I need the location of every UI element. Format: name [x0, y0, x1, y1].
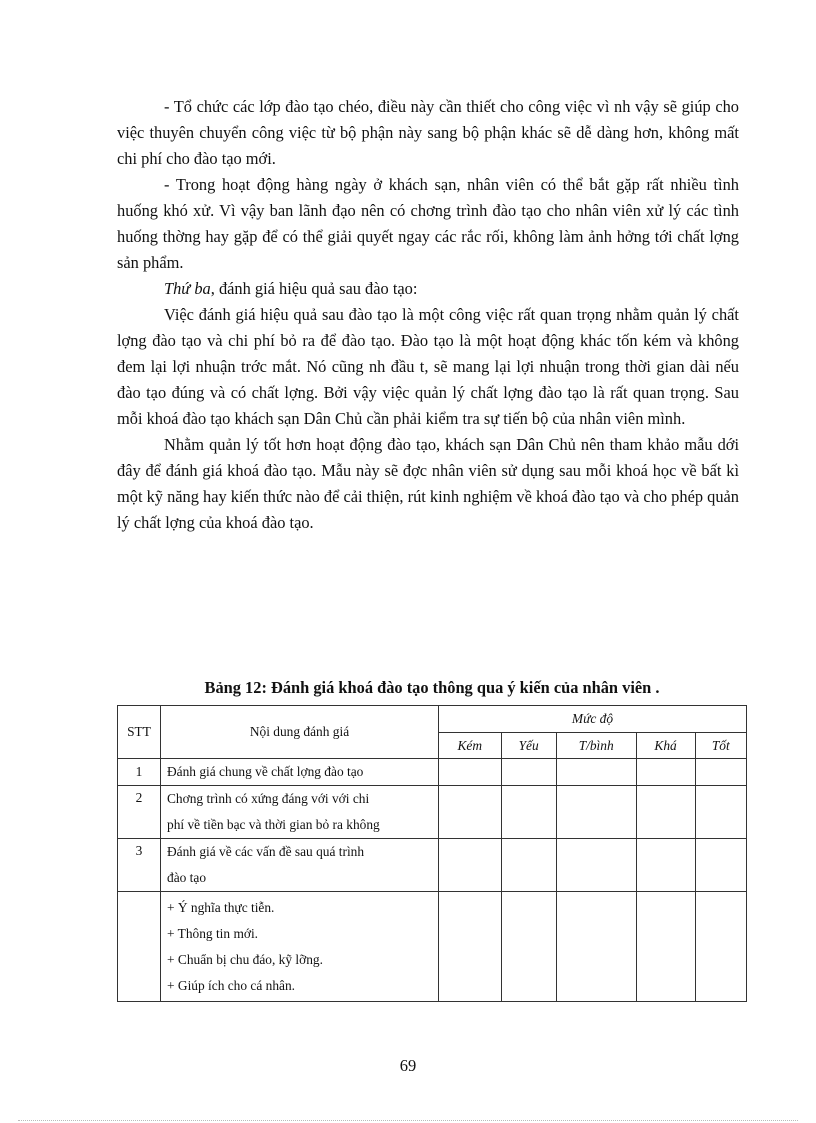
table-caption: Bảng 12: Đánh giá khoá đào tạo thông qua ý kiến của nhân viên . [204, 678, 660, 697]
rating-cell [636, 839, 695, 892]
level-tbinh: T/bình [556, 733, 636, 759]
rating-cell [636, 759, 695, 786]
row-stt [118, 892, 161, 1002]
row-stt: 1 [118, 759, 161, 786]
heading-third-rest: , đánh giá hiệu quả sau đào tạo: [210, 279, 418, 298]
page-number: 69 [399, 1056, 417, 1075]
rating-cell [695, 892, 746, 1002]
paragraph-cross-training: - Tổ chức các lớp đào tạo chéo, điều này cần thiết cho công việc vì nh vậy sẽ giúp cho việc thuyên chuyển công việc từ bộ phận này sang bộ phận khác sẽ dễ dàng hơn, không mất chi phí cho đào tạo mới. [117, 97, 739, 168]
body-text [117, 94, 739, 536]
row-content [161, 839, 439, 892]
rating-cell [695, 759, 746, 786]
level-yeu: Yếu [501, 733, 556, 759]
row-line: + Ý nghĩa thực tiễn. [167, 900, 275, 915]
rating-cell [439, 892, 502, 1002]
row-line: + Chuẩn bị chu đáo, kỹ lỡng. [167, 952, 323, 967]
rating-cell [439, 786, 502, 839]
table-row [118, 892, 747, 1002]
table-row [118, 839, 747, 892]
header-content: Nội dung đánh giá [161, 706, 439, 759]
rating-cell [695, 786, 746, 839]
row-stt: 2 [118, 786, 161, 839]
row-line: Đánh giá về các vấn đề sau quá trình [167, 844, 365, 859]
rating-cell [556, 759, 636, 786]
paragraph-template: Nhằm quản lý tốt hơn hoạt động đào tạo, khách sạn Dân Chủ nên tham khảo mẫu dới đây để đánh giá khoá đào tạo. Mẫu này sẽ đợc nhân viên sử dụng sau mỗi khoá học về bất kì một kỹ năng hay kiến thức nào để cải thiện, rút kinh nghiệm về khoá đào tạo và cho phép quản lý chất lợng của khoá đào tạo. [117, 435, 739, 532]
table-row [118, 759, 747, 786]
paragraph-situations: - Trong hoạt động hàng ngày ở khách sạn, nhân viên có thể bắt gặp rất nhiều tình huống khó xử. Vì vậy ban lãnh đạo nên có chơng trình đào tạo cho nhân viên xử lý các tình huống thờng hay gặp để có thể giải quyết ngay các rắc rối, không làm ảnh hởng tới chất lợng sản phẩm. [117, 175, 739, 272]
table-row [118, 786, 747, 839]
row-line: + Thông tin mới. [167, 926, 259, 941]
heading-third [117, 276, 739, 302]
header-stt: STT [118, 706, 161, 759]
rating-cell [501, 892, 556, 1002]
rating-cell [636, 786, 695, 839]
rating-cell [695, 839, 746, 892]
row-line: Chơng trình có xứng đáng với với chi [167, 791, 370, 806]
row-line: phí về tiền bạc và thời gian bỏ ra không [167, 817, 380, 832]
level-kem: Kém [439, 733, 502, 759]
row-content: Đánh giá chung về chất lợng đào tạo [161, 759, 439, 786]
rating-cell [439, 839, 502, 892]
heading-third-italic: Thứ ba [164, 279, 211, 298]
row-line: + Giúp ích cho cá nhân. [167, 978, 296, 993]
rating-cell [501, 786, 556, 839]
evaluation-table [117, 705, 747, 1002]
row-stt: 3 [118, 839, 161, 892]
rating-cell [556, 892, 636, 1002]
rating-cell [439, 759, 502, 786]
row-line: đào tạo [167, 870, 207, 885]
header-level: Mức độ [439, 706, 747, 733]
level-tot: Tốt [695, 733, 746, 759]
rating-cell [501, 759, 556, 786]
paragraph-evaluation: Việc đánh giá hiệu quả sau đào tạo là một công việc rất quan trọng nhằm quản lý chất lợng đào tạo và chi phí bỏ ra để đào tạo. Đào tạo là một hoạt động khác tốn kém và không đem lại lợi nhuận trớc mắt. Nó cũng nh đầu t, sẽ mang lại lợi nhuận trong thời gian dài nếu đào tạo đúng và có chất lợng. Bởi vậy việc quản lý chất lợng đào tạo là rất quan trọng. Sau mỗi khoá đào tạo khách sạn Dân Chủ cần phải kiểm tra sự tiến bộ của nhân viên mình. [117, 305, 739, 428]
row-content [161, 892, 439, 1002]
rating-cell [556, 786, 636, 839]
rating-cell [636, 892, 695, 1002]
rating-cell [501, 839, 556, 892]
row-content [161, 786, 439, 839]
level-kha: Khá [636, 733, 695, 759]
page-bottom-rule [18, 1120, 798, 1121]
rating-cell [556, 839, 636, 892]
